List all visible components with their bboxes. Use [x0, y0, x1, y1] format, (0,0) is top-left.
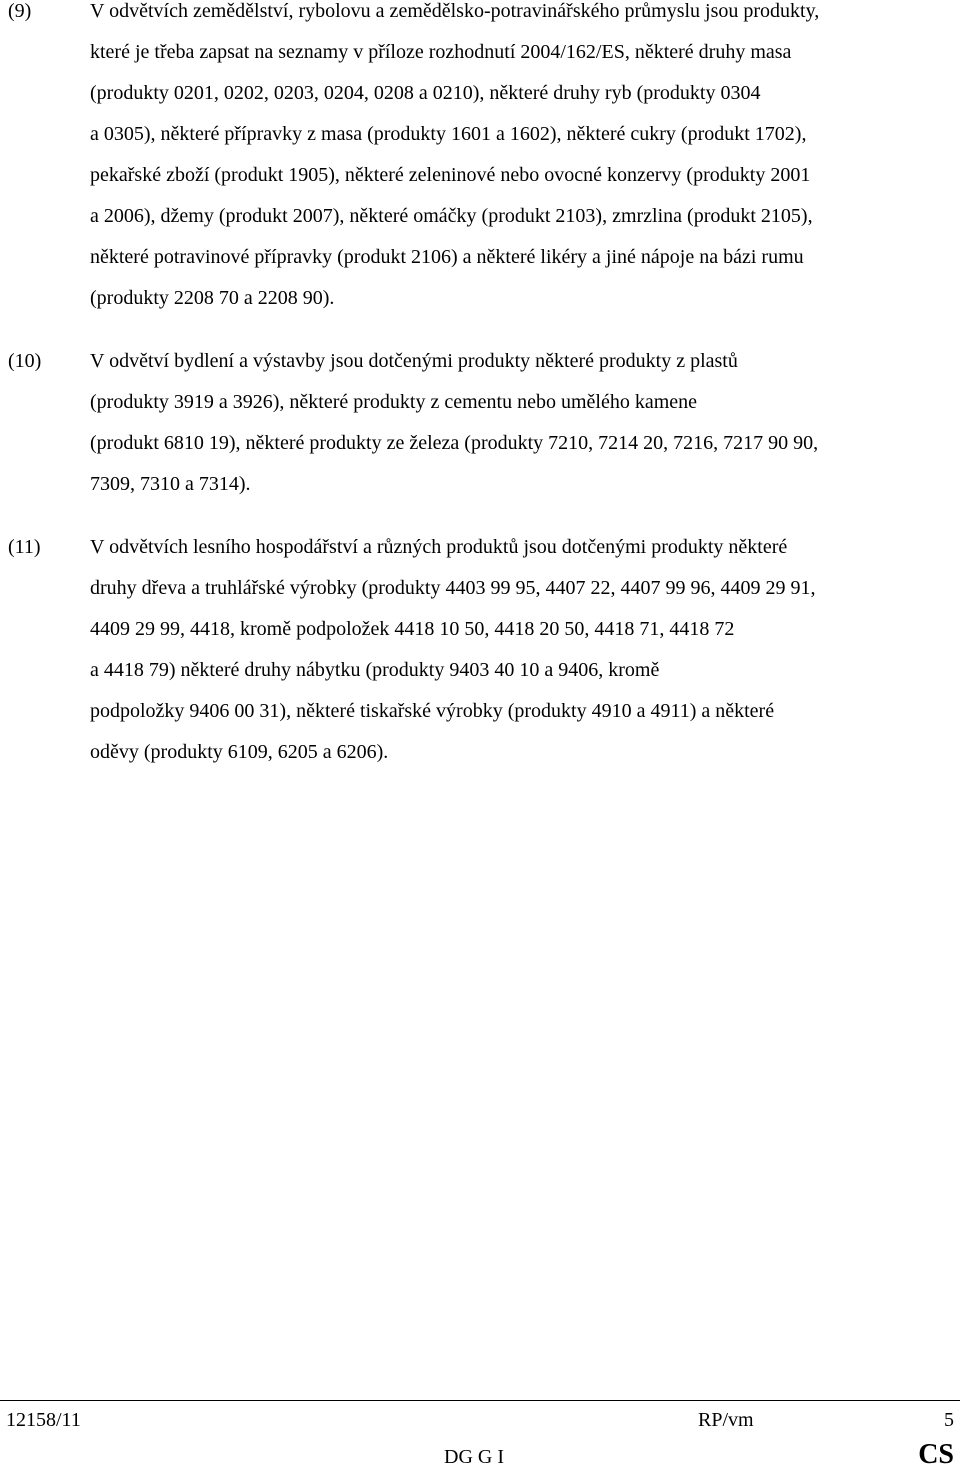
paragraph-line: podpoložky 9406 00 31), některé tiskařské výrobky (produkty 4910 a 4911) a některé: [90, 700, 775, 722]
paragraph-line: některé potravinové přípravky (produkt 2106) a některé likéry a jiné nápoje na bázi rumu: [90, 246, 804, 268]
paragraph-line: (produkt 6810 19), některé produkty ze železa (produkty 7210, 7214 20, 7216, 7217 90 90,: [90, 432, 819, 454]
paragraph-line: V odvětví bydlení a výstavby jsou dotčenými produkty některé produkty z plastů: [90, 350, 738, 372]
footer-directorate: DG G I: [444, 1446, 504, 1468]
paragraph-line: druhy dřeva a truhlářské výrobky (produkty 4403 99 95, 4407 22, 4407 99 96, 4409 29 91,: [90, 577, 816, 599]
paragraph-line: které je třeba zapsat na seznamy v příloze rozhodnutí 2004/162/ES, některé druhy masa: [90, 41, 792, 63]
paragraph-number: (11): [8, 536, 41, 558]
paragraph-line: a 0305), některé přípravky z masa (produkty 1601 a 1602), některé cukry (produkt 1702),: [90, 123, 807, 145]
footer-page-number: 5: [944, 1409, 954, 1431]
paragraph-line: a 4418 79) některé druhy nábytku (produkty 9403 40 10 a 9406, kromě: [90, 659, 660, 681]
paragraph-line: a 2006), džemy (produkt 2007), některé omáčky (produkt 2103), zmrzlina (produkt 2105),: [90, 205, 813, 227]
paragraph-line: V odvětvích lesního hospodářství a různých produktů jsou dotčenými produkty některé: [90, 536, 788, 558]
footer-language-code: CS: [918, 1439, 954, 1470]
paragraph-line: V odvětvích zemědělství, rybolovu a zemědělsko-potravinářského průmyslu jsou produkty,: [90, 0, 820, 22]
paragraph-line: oděvy (produkty 6109, 6205 a 6206).: [90, 741, 389, 763]
paragraph-line: 7309, 7310 a 7314).: [90, 473, 251, 495]
footer-divider: [0, 1400, 960, 1401]
paragraph-number: (9): [8, 0, 32, 22]
paragraph-line: 4409 29 99, 4418, kromě podpoložek 4418 10 50, 4418 20 50, 4418 71, 4418 72: [90, 618, 735, 640]
paragraph-line: (produkty 0201, 0202, 0203, 0204, 0208 a 0210), některé druhy ryb (produkty 0304: [90, 82, 761, 104]
footer-doc-ref: 12158/11: [6, 1409, 81, 1431]
paragraph-line: (produkty 2208 70 a 2208 90).: [90, 287, 335, 309]
paragraph-line: pekařské zboží (produkt 1905), některé zeleninové nebo ovocné konzervy (produkty 2001: [90, 164, 811, 186]
footer-initials: RP/vm: [698, 1409, 754, 1431]
paragraph-line: (produkty 3919 a 3926), některé produkty z cementu nebo umělého kamene: [90, 391, 698, 413]
paragraph-number: (10): [8, 350, 42, 372]
